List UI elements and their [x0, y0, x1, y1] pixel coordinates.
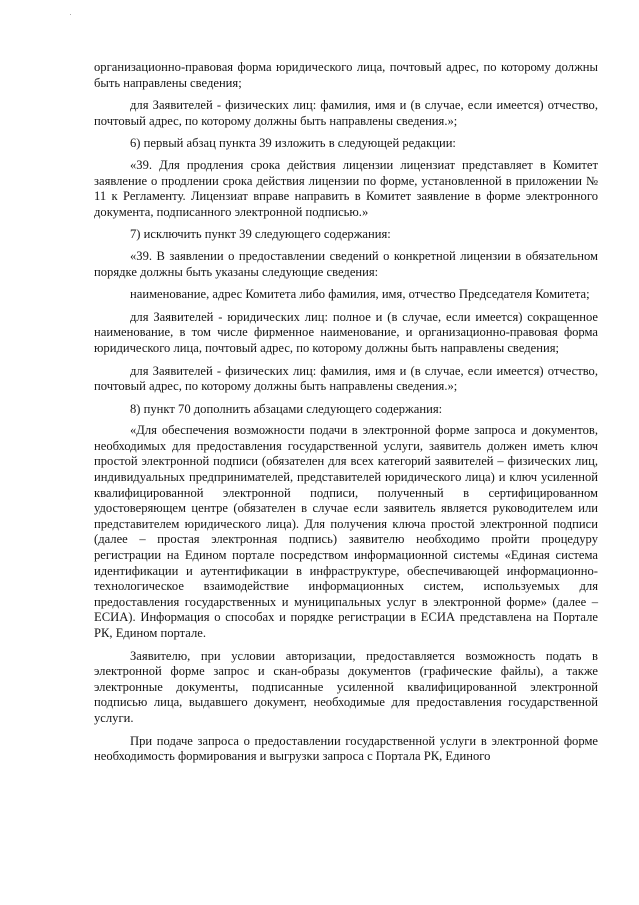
paragraph-request-submission: При подаче запроса о предоставлении государственной услуги в электронной форме необходимость формирования и выгрузки запроса с Портала РК, Единого	[94, 733, 598, 764]
paragraph-physical-persons-2: для Заявителей - физических лиц: фамилия, имя и (в случае, если имеется) отчество, почтовый адрес, по которому должны быть направлены сведения.»;	[94, 363, 598, 394]
item-6: 6) первый абзац пункта 39 изложить в следующей редакции:	[130, 136, 456, 151]
paragraph-physical-persons: для Заявителей - физических лиц: фамилия, имя и (в случае, если имеется) отчество, почтовый адрес, по которому должны быть направлены сведения.»;	[94, 98, 598, 128]
item-8: 8) пункт 70 дополнить абзацами следующего содержания:	[130, 401, 443, 416]
paragraph-clause-39-new: «39. Для продления срока действия лицензии лицензиат представляет в Комитет заявление о продлении срока действия лицензии по форме, установленной в приложении № 11 к Регламенту. Лицензиат вправе направить в Комитет заявление в форме электронного документа, подписанного электронной подписью.»	[94, 157, 598, 219]
paragraph-clause-39-old: «39. В заявлении о предоставлении сведений о конкретной лицензии в обязательном порядке должны быть указаны следующие сведения:	[94, 248, 598, 279]
paragraph-continuation: организационно-правовая форма юридического лица, почтовый адрес, по которому должны быть направлены сведения;	[94, 60, 598, 90]
scan-artifact	[70, 14, 71, 15]
paragraph-committee-name: наименование, адрес Комитета либо фамилия, имя, отчество Председателя Комитета;	[130, 287, 590, 302]
paragraph-electronic-signature: «Для обеспечения возможности подачи в электронной форме запроса и документов, необходимых для предоставления государственной услуги, заявитель должен иметь ключ простой электронной подписи (обязателен для всех категорий заявителей – физических лиц, индивидуальных предпринимателей, представителей юридического лица) и ключ усиленной квалифицированной электронной подписи, полученный в сертифицированном удостоверяющем центре (обязателен в случае если заявитель является руководителем или представителем юридического лица). Для получения ключа простой электронной подписи (далее – простая электронная подпись) заявителю необходимо пройти процедуру регистрации на Едином портале посредством информационной системы «Единая система идентификации и аутентификации в инфраструктуре, обеспечивающей информационно-технологическое взаимодействие информационных систем, используемых для предоставления государственных и муниципальных услуг в электронной форме» (далее – ЕСИА). Информация о способах и порядке регистрации в ЕСИА представлена на Портале РК, Едином портале.	[94, 423, 598, 640]
item-7: 7) исключить пункт 39 следующего содержания:	[130, 227, 391, 242]
document-page	[94, 60, 598, 772]
paragraph-authorization: Заявителю, при условии авторизации, предоставляется возможность подать в электронной форме запрос и скан-образы документов (графические файлы), а также электронные документы, подписанные усиленной квалифицированной электронной подписью лица, выдавшего документ, необходимые для предоставления государственной услуги.	[94, 648, 598, 725]
paragraph-legal-persons: для Заявителей - юридических лиц: полное и (в случае, если имеется) сокращенное наименование, в том числе фирменное наименование, и организационно-правовая форма юридического лица, почтовый адрес, по которому должны быть направлены сведения;	[94, 309, 598, 355]
